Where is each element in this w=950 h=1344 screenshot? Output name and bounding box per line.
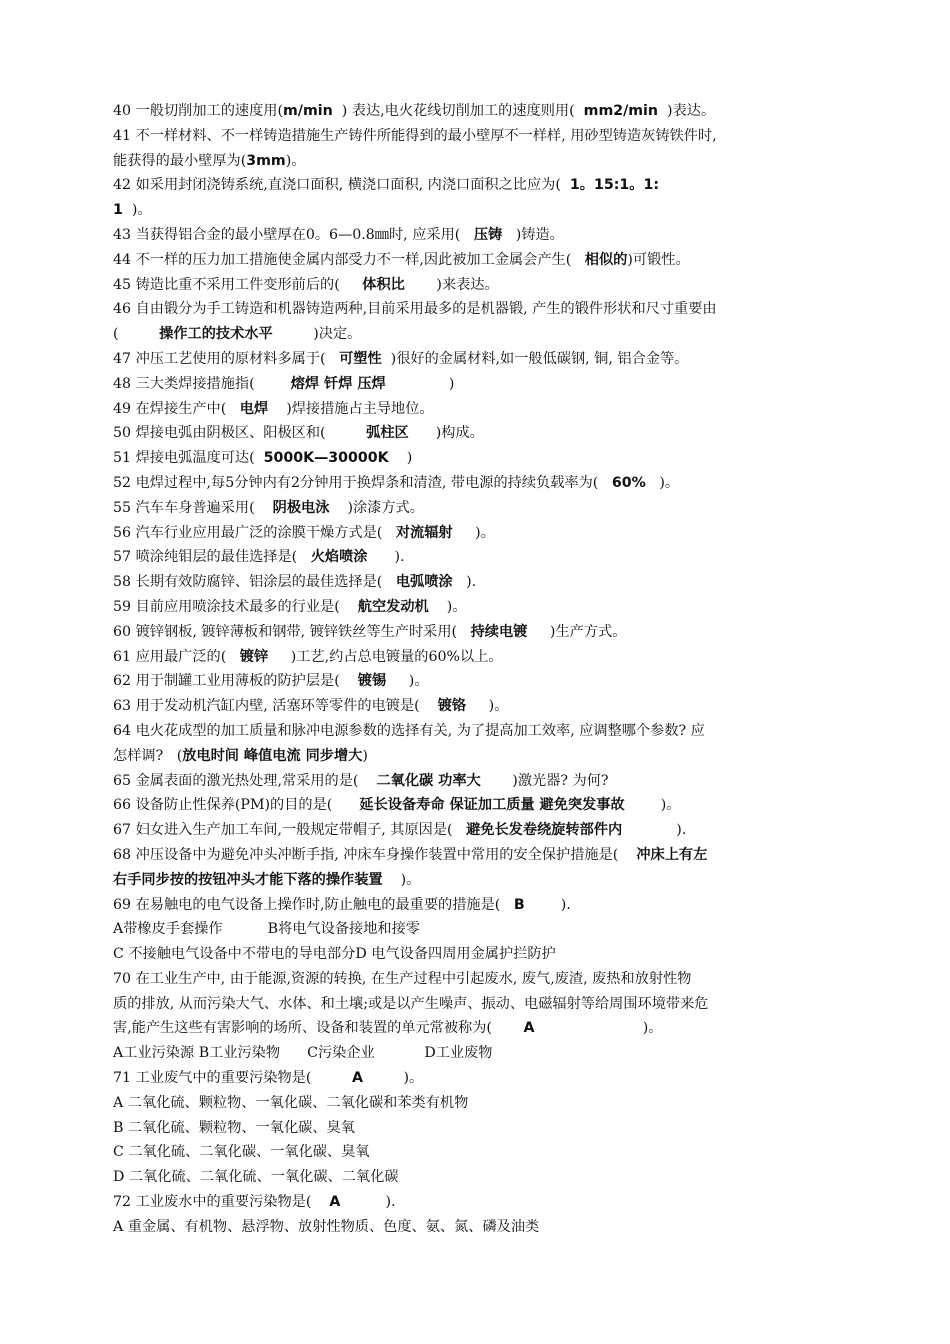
question-text: A 二氧化硫、颗粒物、一氧化碳、二氧化碳和苯类有机物 — [113, 1094, 469, 1111]
text-line — [113, 620, 838, 645]
question-text: )。 — [362, 1070, 424, 1087]
question-text: A 重金属、有机物、悬浮物、放射性物质、色度、氨、氮、磷及油类 — [113, 1218, 540, 1235]
question-text: ) 表达,电火花线切削加工的速度则用( — [332, 103, 584, 119]
question-text: )。 — [122, 202, 152, 219]
question-text: ). — [622, 822, 687, 839]
question-text: 40 一般切削加工的速度用( — [113, 103, 283, 119]
text-line — [113, 719, 838, 744]
document-body — [113, 99, 838, 1240]
text-line — [113, 99, 838, 124]
question-text: ). — [452, 574, 477, 591]
text-line — [113, 744, 838, 769]
text-line — [113, 471, 838, 496]
question-text: )。 — [285, 152, 306, 169]
answer-text: 1 — [113, 202, 123, 219]
answer-text: A — [329, 1194, 341, 1211]
text-line — [113, 1140, 838, 1165]
answer-text: 镀铬 — [437, 698, 467, 715]
answer-text: 可塑性 — [339, 350, 382, 367]
text-line — [113, 868, 838, 893]
answer-text: A — [523, 1020, 535, 1037]
question-text: )铸造。 — [502, 226, 564, 243]
question-text: 能获得的最小壁厚为( — [113, 152, 247, 169]
question-text: )工艺,约占总电镀量的60%以上。 — [268, 648, 503, 665]
question-text: )构成。 — [408, 425, 484, 442]
question-text: 72 工业废水中的重要污染物是( — [113, 1194, 330, 1211]
question-text: C 二氧化硫、二氧化碳、一氧化碳、臭氧 — [113, 1144, 370, 1161]
answer-text: m/min — [282, 103, 333, 119]
text-line — [113, 397, 838, 422]
text-line — [113, 1116, 838, 1141]
question-text: 55 汽车车身普遍采用( — [113, 499, 273, 516]
question-text: 64 电火花成型的加工质量和脉冲电源参数的选择有关, 为了提高加工效率, 应调整哪个参数? 应 — [113, 722, 705, 739]
text-line — [113, 273, 838, 298]
answer-text: 60% — [611, 474, 646, 491]
question-text: D 二氧化硫、二氧化硫、一氧化碳、二氧化碳 — [113, 1169, 399, 1186]
text-line — [113, 645, 838, 670]
text-line — [113, 893, 838, 918]
question-text: 67 妇女进入生产加工车间,一般规定带帽子, 其原因是( — [113, 822, 467, 839]
text-line — [113, 173, 838, 198]
text-line — [113, 1190, 838, 1215]
text-line — [113, 149, 838, 174]
text-line — [113, 124, 838, 149]
question-text: 68 冲压设备中为避免冲头冲断手指, 冲床车身操作装置中常用的安全保护措施是( — [113, 846, 637, 863]
question-text: 56 汽车行业应用最广泛的涂膜干燥方式是( — [113, 524, 396, 541]
text-line — [113, 917, 838, 942]
question-text: )决定。 — [272, 326, 362, 343]
question-text: 害,能产生这些有害影响的场所、设备和装置的单元常被称为( — [113, 1020, 524, 1037]
text-line — [113, 694, 838, 719]
question-text: 63 用于发动机汽缸内壁, 活塞环等零件的电镀是( — [113, 698, 438, 715]
answer-text: 持续电镀 — [470, 623, 528, 640]
question-text: )。 — [645, 474, 680, 491]
question-text: ) — [388, 450, 413, 467]
question-text: B 二氧化硫、颗粒物、一氧化碳、臭氧 — [113, 1119, 355, 1136]
text-line — [113, 769, 838, 794]
question-text: 69 在易触电的电气设备上操作时,防止触电的最重要的措施是( — [113, 896, 514, 913]
question-text: A带橡皮手套操作 B将电气设备接地和接零 — [113, 921, 420, 938]
text-line — [113, 545, 838, 570]
question-text: ) — [385, 375, 455, 392]
text-line — [113, 1165, 838, 1190]
question-text: )激光器? 为何? — [480, 772, 609, 789]
question-text: ). — [340, 1194, 396, 1211]
question-text: 65 金属表面的激光热处理,常采用的是( — [113, 772, 377, 789]
question-text: 44 不一样的压力加工措施使金属内部受力不一样,因此被加工金属会产生( — [113, 251, 585, 268]
text-line — [113, 496, 838, 521]
text-line — [113, 297, 838, 322]
text-line — [113, 570, 838, 595]
answer-text: 5000K—30000K — [263, 450, 389, 467]
question-text: ) — [362, 747, 368, 764]
text-line — [113, 992, 838, 1017]
answer-text: 右手同步按的按钮冲头才能下落的操作装置 — [113, 871, 383, 888]
question-text: )生产方式。 — [527, 623, 627, 640]
question-text: )来表达。 — [404, 276, 499, 293]
question-text: 52 电焊过程中,每5分钟内有2分钟用于换焊条和清渣, 带电源的持续负载率为( — [113, 474, 612, 491]
text-line — [113, 818, 838, 843]
text-line — [113, 1041, 838, 1066]
question-text: ). — [367, 549, 405, 566]
question-text: ). — [524, 896, 571, 913]
question-text: 60 镀锌钢板, 镀锌薄板和钢带, 镀锌铁丝等生产时采用( — [113, 623, 471, 640]
answer-text: 镀锌 — [239, 648, 269, 665]
text-line — [113, 1016, 838, 1041]
question-text: )。 — [534, 1020, 663, 1037]
text-line — [113, 843, 838, 868]
answer-text: 电焊 — [239, 400, 269, 417]
text-line — [113, 248, 838, 273]
question-text: )。 — [382, 871, 421, 888]
question-text: 48 三大类焊接措施指( — [113, 375, 291, 392]
answer-text: 熔焊 钎焊 压焊 — [290, 375, 386, 392]
text-line — [113, 1215, 838, 1240]
question-text: 66 设备防止性保养(PM)的目的是( — [113, 797, 360, 814]
question-text: 61 应用最广泛的( — [113, 648, 240, 665]
question-text: C 不接触电气设备中不带电的导电部分D 电气设备四周用金属护拦防护 — [113, 946, 556, 963]
text-line — [113, 421, 838, 446]
question-text: )涂漆方式。 — [329, 499, 424, 516]
question-text: 57 喷涂纯钼层的最佳选择是( — [113, 549, 311, 566]
answer-text: 延长设备寿命 保证加工质量 避免突发事故 — [359, 797, 625, 814]
text-line — [113, 521, 838, 546]
text-line — [113, 942, 838, 967]
question-text: 71 工业废气中的重要污染物是( — [113, 1070, 352, 1087]
answer-text: 压铸 — [473, 226, 503, 243]
question-text: 42 如采用封闭浇铸系统,直浇口面积, 横浇口面积, 内浇口面积之比应为( — [113, 177, 570, 194]
text-line — [113, 347, 838, 372]
answer-text: 冲床上有左 — [636, 846, 708, 863]
question-text: )。 — [428, 598, 467, 615]
text-line — [113, 595, 838, 620]
question-text: 46 自由锻分为手工铸造和机器铸造两种,目前采用最多的是机器锻, 产生的锻件形状和尺寸重要由 — [113, 301, 717, 318]
text-line — [113, 446, 838, 471]
question-text: 62 用于制罐工业用薄板的防护层是( — [113, 673, 358, 690]
question-text: A工业污染源 B工业污染物 C污染企业 D工业废物 — [113, 1045, 493, 1062]
question-text: ( — [113, 326, 160, 343]
text-line — [113, 793, 838, 818]
answer-text: 镀锡 — [357, 673, 387, 690]
answer-text: 操作工的技术水平 — [159, 326, 273, 343]
question-text: 49 在焊接生产中( — [113, 400, 240, 417]
answer-text: 二氧化碳 功率大 — [376, 772, 481, 789]
answer-text: mm2/min — [583, 103, 659, 119]
answer-text: 电弧喷涂 — [395, 574, 453, 591]
question-text: )可锻性。 — [627, 251, 690, 268]
question-text: )表达。 — [658, 103, 716, 119]
question-text: )。 — [466, 698, 509, 715]
answer-text: 相似的 — [584, 251, 628, 268]
text-line — [113, 1066, 838, 1091]
question-text: )。 — [624, 797, 681, 814]
question-text: 51 焊接电弧温度可达( — [113, 450, 264, 467]
answer-text: 3mm — [246, 152, 286, 169]
question-text: 41 不一样材料、不一样铸造措施生产铸件所能得到的最小壁厚不一样样, 用砂型铸造灰铸铁件时, — [113, 127, 717, 144]
question-text: )。 — [386, 673, 429, 690]
question-text: 70 在工业生产中, 由于能源,资源的转换, 在生产过程中引起废水, 废气,废渣, 废热和放射性物 — [113, 970, 692, 987]
answer-text: 放电时间 峰值电流 同步增大 — [182, 747, 363, 764]
answer-text: 航空发动机 — [357, 598, 429, 615]
text-line — [113, 669, 838, 694]
question-text: 47 冲压工艺使用的原材料多属于( — [113, 350, 340, 367]
question-text: 45 铸造比重不采用工件变形前后的( — [113, 276, 363, 293]
question-text: )焊接措施占主导地位。 — [268, 400, 434, 417]
text-line — [113, 223, 838, 248]
answer-text: 避免长发卷绕旋转部件内 — [466, 822, 623, 839]
question-text: 58 长期有效防腐锌、铝涂层的最佳选择是( — [113, 574, 396, 591]
answer-text: 对流辐射 — [395, 524, 453, 541]
answer-text: 1。15:1。1: — [569, 177, 660, 194]
question-text: 43 当获得铝合金的最小壁厚在0。6—0.8㎜时, 应采用( — [113, 226, 474, 243]
question-text: 质的排放, 从而污染大气、水体、和土壤;或是以产生噪声、振动、电磁辐射等给周围环境带来危 — [113, 995, 709, 1012]
question-text: 50 焊接电弧由阴极区、阳极区和( — [113, 425, 367, 442]
question-text: 怎样调? ( — [113, 747, 183, 764]
answer-text: 体积比 — [362, 276, 405, 293]
answer-text: 阴极电泳 — [272, 499, 330, 516]
text-line — [113, 198, 838, 223]
text-line — [113, 1091, 838, 1116]
answer-text: B — [513, 896, 525, 913]
text-line — [113, 372, 838, 397]
question-text: )。 — [452, 524, 495, 541]
answer-text: 弧柱区 — [366, 425, 409, 442]
question-text: 59 目前应用喷涂技术最多的行业是( — [113, 598, 358, 615]
question-text: )很好的金属材料,如一般低碳钢, 铜, 铝合金等。 — [381, 350, 689, 367]
answer-text: A — [351, 1070, 363, 1087]
answer-text: 火焰喷涂 — [310, 549, 368, 566]
text-line — [113, 322, 838, 347]
text-line — [113, 967, 838, 992]
